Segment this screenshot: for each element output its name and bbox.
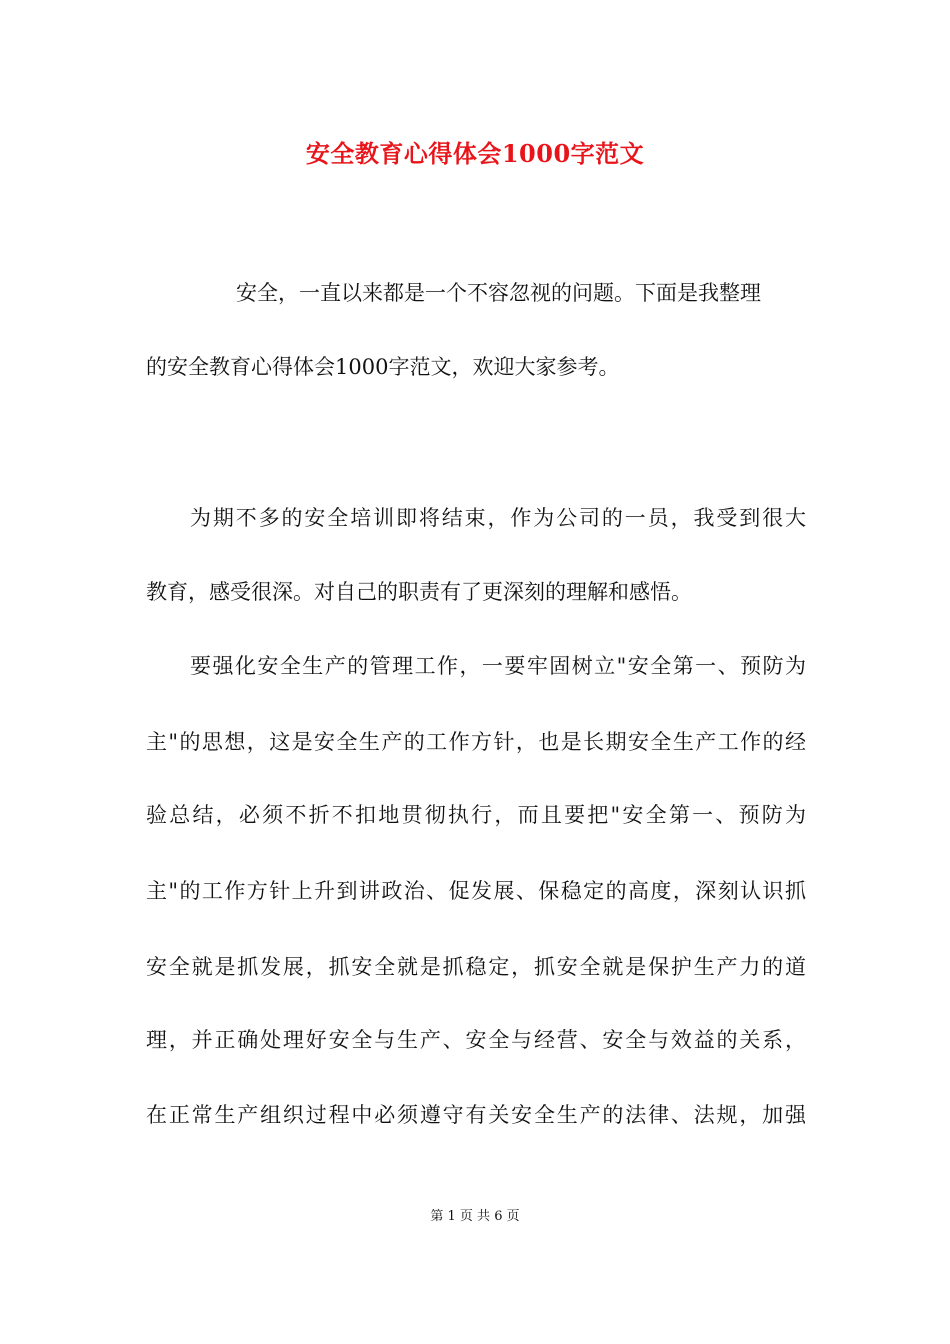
paragraph2-line-4: 主"的工作方针上升到讲政治、促发展、保稳定的高度，深刻认识抓 [146,879,806,903]
paragraph2-line-3: 验总结，必须不折不扣地贯彻执行，而且要把"安全第一、预防为 [146,803,806,827]
page-number-footer: 第 1 页 共 6 页 [430,1209,520,1224]
paragraph1-line-2: 教育，感受很深。对自己的职责有了更深刻的理解和感悟。 [146,580,692,604]
intro-line-2: 的安全教育心得体会1000字范文，欢迎大家参考。 [146,355,620,379]
paragraph2-line-5: 安全就是抓发展，抓安全就是抓稳定，抓安全就是保护生产力的道 [146,955,806,979]
document-title: 安全教育心得体会1000字范文 [305,139,645,168]
paragraph2-line-2: 主"的思想，这是安全生产的工作方针，也是长期安全生产工作的经 [146,730,806,754]
intro-line-1: 安全，一直以来都是一个不容忽视的问题。下面是我整理 [236,281,761,305]
paragraph2-line-1: 要强化安全生产的管理工作，一要牢固树立"安全第一、预防为 [190,654,806,678]
paragraph2-line-7: 在正常生产组织过程中必须遵守有关安全生产的法律、法规，加强 [146,1103,806,1127]
paragraph2-line-6: 理，并正确处理好安全与生产、安全与经营、安全与效益的关系， [146,1028,806,1052]
paragraph1-line-1: 为期不多的安全培训即将结束，作为公司的一员，我受到很大 [190,506,806,530]
